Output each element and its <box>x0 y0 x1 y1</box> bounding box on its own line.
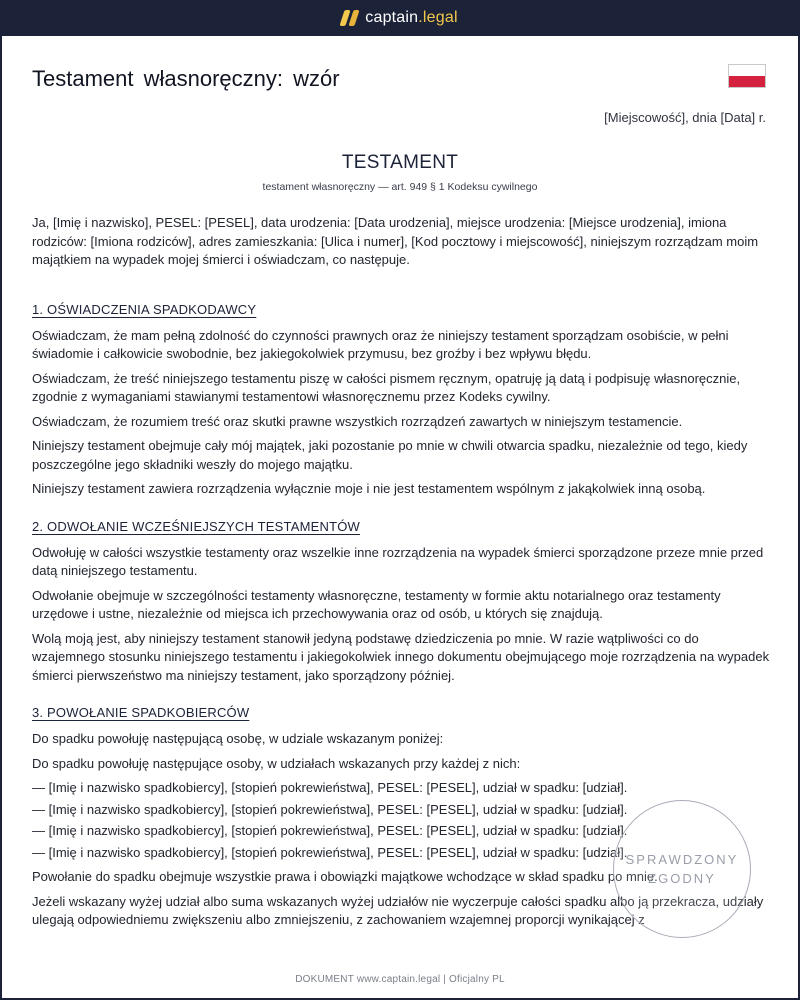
brand-name <box>365 9 457 27</box>
document-title: TESTAMENT <box>341 152 459 173</box>
paragraph: Niniejszy testament obejmuje cały mój majątek, jaki pozostanie po mnie w chwili otwarcia spadku, niezależnie od tego, kiedy poszczególne jego składniki weszły do mojego majątku. <box>32 438 748 472</box>
paragraph: Do spadku powołuję następujące osoby, w udziałach wskazanych przy każdej z nich: <box>32 755 521 771</box>
paragraph: Odwołuję w całości wszystkie testamenty oraz wszelkie inne rozrządzenia na wypadek śmierci sporządzone przeze mnie przed datą niniejszego testamentu. <box>32 544 764 578</box>
place-date: [Miejscowość], dnia [Data] r. <box>604 110 766 125</box>
paragraph: Wolą moją jest, aby niniejszy testament stanowił jedyną podstawę dziedziczenia po mnie. W razie wątpliwości co do wzajemnego stosunku niniejszego testamentu i jakiegokolwiek innego dokumentu obejmującego moje rozrządzenia na wypadek śmierci pierwszeństwo ma niniejszy testament, jako sporządzony później. <box>32 630 770 683</box>
top-bar <box>0 0 800 36</box>
paragraph: Odwołanie obejmuje w szczególności testamenty własnoręczne, testamenty w formie aktu notarialnego oraz testamenty urzędowe i ustne, niezależnie od miejsca ich przechowywania oraz od osób, u których się znajdują. <box>32 587 721 621</box>
section-revocation <box>32 518 772 686</box>
page-footer: DOKUMENT www.captain.legal | Oficjalny PL <box>295 974 505 985</box>
list-item: — [Imię i nazwisko spadkobiercy], [stopień pokrewieństwa], PESEL: [PESEL], udział w spadku: [udział]. <box>32 844 628 860</box>
brand-link[interactable] <box>342 9 457 27</box>
paragraph: Jeżeli wskazany wyżej udział albo suma wskazanych wyżej udziałów nie wyczerpuje całości spadku albo ją przekracza, udziały ulegają odpowiedniemu zwiększeniu albo zmniejszeniu, z zachowaniem wzajemnej proporcji wynikającej z <box>32 893 764 927</box>
paragraph: Oświadczam, że treść niniejszego testamentu piszę w całości pismem ręcznym, opatruję ją datą i podpisuję własnoręcznie, zgodnie z wymaganiami stawianymi testamentowi własnoręcznemu przez Kodeks cywilny. <box>32 370 741 404</box>
document-subtitle: testament własnoręczny — art. 949 § 1 Kodeksu cywilnego <box>262 181 538 193</box>
paragraph: Powołanie do spadku obejmuje wszystkie prawa i obowiązki majątkowe wchodzące w skład spadku po mnie. <box>32 869 658 884</box>
section-heading: 2. ODWOŁANIE WCZEŚNIEJSZYCH TESTAMENTÓW <box>32 518 361 534</box>
intro-paragraph: Ja, [Imię i nazwisko], PESEL: [PESEL], data urodzenia: [Data urodzenia], miejsce urodzenia: [Miejsce urodzenia], imiona rodziców: [Imiona rodziców], adres zamieszkania: [Ulica i numer], [Kod pocztowy i miejscowość], niniejszym rozrządzam moim majątkiem na wypadek mojej śmierci i oświadczam, co następuje. <box>32 215 759 267</box>
document-page <box>2 36 798 998</box>
paragraph: Niniejszy testament zawiera rozrządzenia wyłącznie moje i nie jest testamentem wspólnym z jakąkolwiek inną osobą. <box>32 481 706 496</box>
page-title: Testament własnoręczny: wzór <box>32 66 340 91</box>
list-item: — [Imię i nazwisko spadkobiercy], [stopień pokrewieństwa], PESEL: [PESEL], udział w spadku: [udział]. <box>32 823 628 838</box>
poland-flag-icon <box>728 64 766 88</box>
paragraph: Oświadczam, że rozumiem treść oraz skutki prawne wszystkich rozrządzeń zawartych w niniejszym testamencie. <box>32 413 683 429</box>
stamp-line-1: SPRAWDZONY <box>625 852 739 867</box>
stamp-line-2: ZGODNY <box>648 871 716 886</box>
section-declarations <box>32 301 772 499</box>
logo-bar-2 <box>349 10 360 26</box>
flag-red-stripe <box>729 76 765 87</box>
list-item: — [Imię i nazwisko spadkobiercy], [stopień pokrewieństwa], PESEL: [PESEL], udział w spadku: [udział]. <box>32 780 628 795</box>
verified-stamp <box>613 800 751 938</box>
paragraph: Do spadku powołuję następującą osobę, w udziale wskazanym poniżej: <box>32 731 444 746</box>
captain-legal-logo-icon <box>342 10 357 26</box>
brand-name-tld: .legal <box>418 9 458 26</box>
paragraph: Oświadczam, że mam pełną zdolność do czynności prawnych oraz że niniejszy testament sporządzam osobiście, w pełni świadomie i całkowicie swobodnie, bez jakiegokolwiek przymusu, bez groźby i bez wpływu błędu. <box>32 327 729 361</box>
section-heading: 3. POWOŁANIE SPADKOBIERCÓW <box>32 705 250 720</box>
brand-name-main: captain <box>365 9 419 26</box>
list-item: — [Imię i nazwisko spadkobiercy], [stopień pokrewieństwa], PESEL: [PESEL], udział w spadku: [udział]. <box>32 801 628 817</box>
section-heading: 1. OŚWIADCZENIA SPADKODAWCY <box>32 301 257 317</box>
flag-white-stripe <box>729 65 765 76</box>
